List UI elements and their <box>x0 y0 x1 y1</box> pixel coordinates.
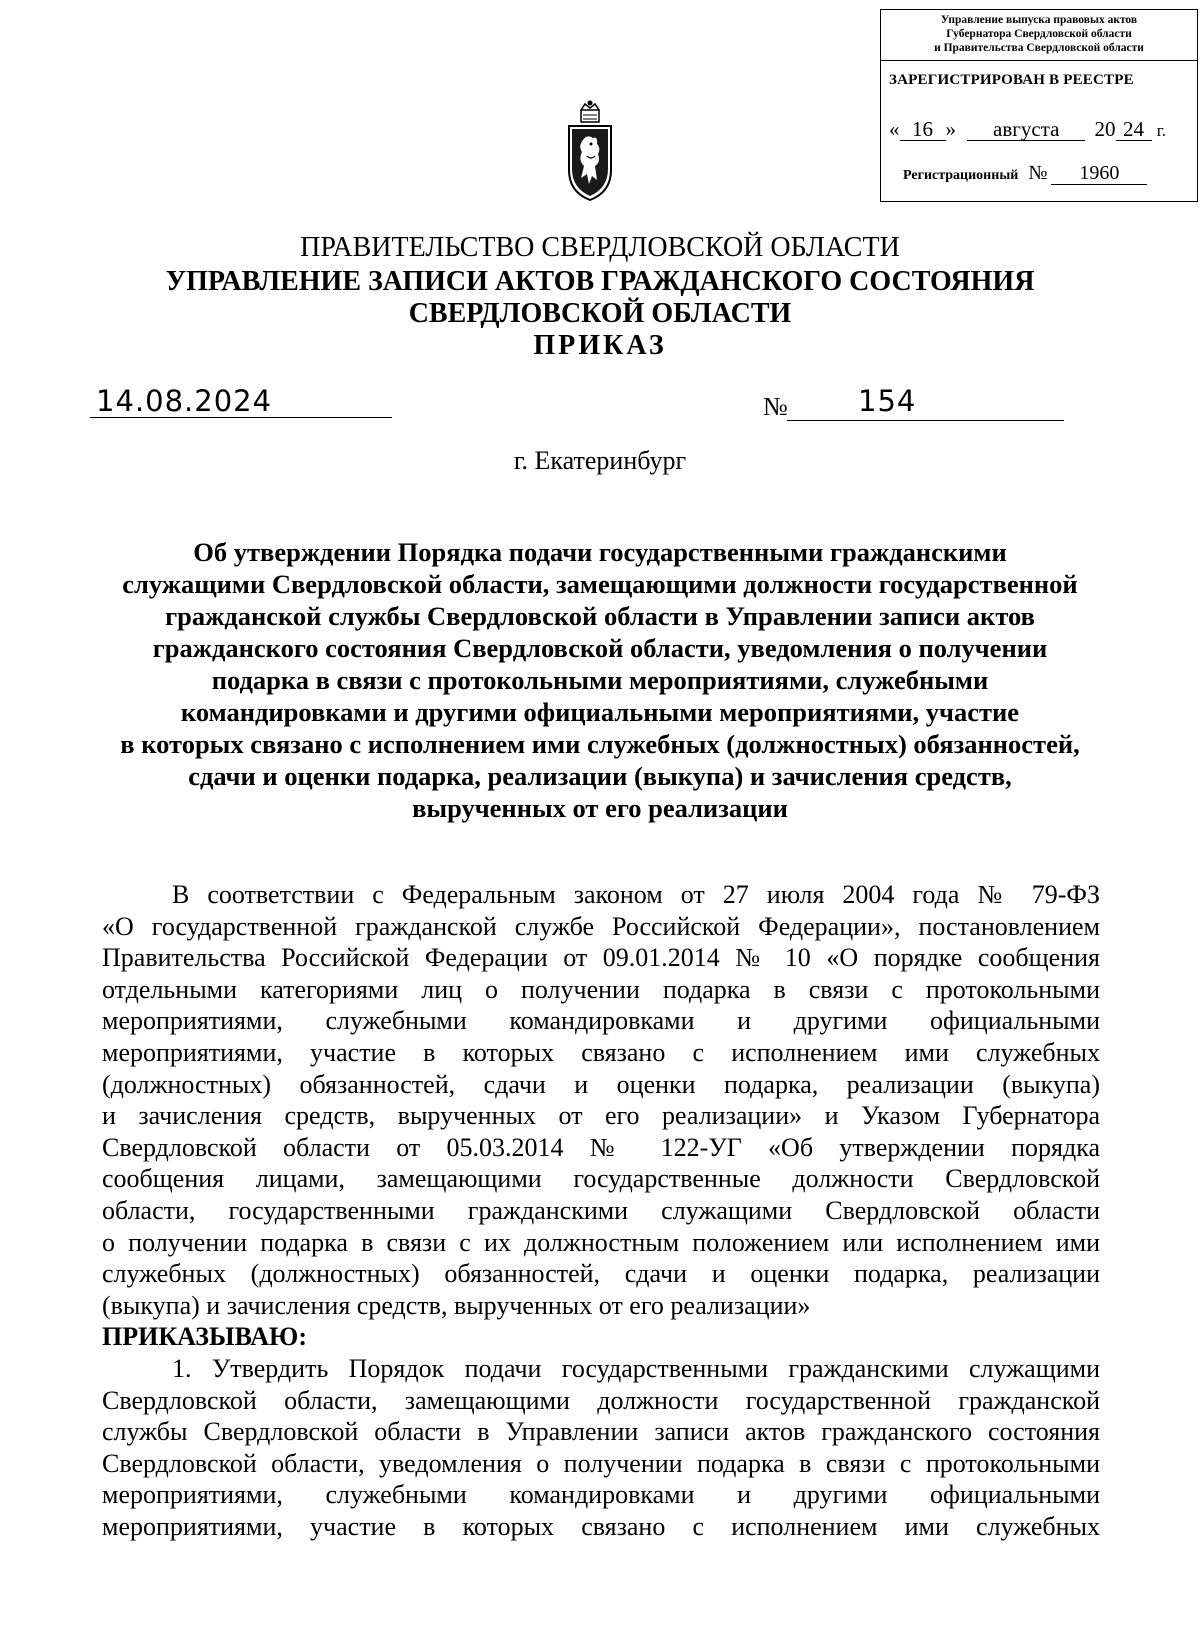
stamp-reg-number: 1960 <box>1051 162 1147 185</box>
stamp-header <box>881 10 1197 61</box>
body-line: (должностных) обязанностей, сдачи и оценки подарка, реализации (выкупа) <box>102 1069 1100 1099</box>
body-line: мероприятиями, участие в которых связано с исполнением ими служебных <box>102 1037 1100 1067</box>
preamble-paragraph <box>102 879 1100 1321</box>
document-title <box>90 536 1110 824</box>
body-line: области, государственными гражданскими служащими Свердловской области <box>102 1195 1100 1225</box>
title-line: Об утверждении Порядка подачи государственными гражданскими <box>193 537 1007 567</box>
body-line: Свердловской области, замещающими должности государственной гражданской <box>102 1385 1100 1415</box>
agency-name-line2: СВЕРДЛОВСКОЙ ОБЛАСТИ <box>408 298 792 329</box>
item-1-paragraph <box>102 1353 1100 1543</box>
crown-icon <box>581 101 599 123</box>
title-line: вырученных от его реализации <box>412 793 788 823</box>
order-date-underline <box>90 417 392 418</box>
title-line: гражданской службы Свердловской области в Управлении записи актов <box>165 601 1035 631</box>
stamp-header-line: и Правительства Свердловской области <box>934 42 1144 54</box>
order-number-sign: № <box>763 392 788 421</box>
agency-name-line1: УПРАВЛЕНИЕ ЗАПИСИ АКТОВ ГРАЖДАНСКОГО СОСТОЯНИЯ <box>165 266 1035 297</box>
body-line: Свердловской области, уведомления о получении подарка в связи с протокольными <box>102 1448 1100 1478</box>
stamp-number-sign: № <box>1028 162 1048 184</box>
registry-stamp <box>880 9 1198 202</box>
document-type: ПРИКАЗ <box>533 330 667 361</box>
stamp-day: 16 <box>900 118 946 141</box>
stamp-month: августа <box>967 118 1085 141</box>
coat-of-arms-icon <box>565 100 615 202</box>
stamp-header-line: Управление выпуска правовых актов <box>940 14 1138 26</box>
title-line: гражданского состояния Свердловской области, уведомления о получении <box>152 633 1048 663</box>
body-line: мероприятиями, служебными командировками и другими официальными <box>102 1006 1100 1036</box>
stamp-year-unit: г. <box>1156 121 1167 140</box>
order-number-underline <box>787 420 1064 421</box>
body-line: о получении подарка в связи с их должностным положением или исполнением ими <box>102 1227 1100 1257</box>
stamp-registered-label: ЗАРЕГИСТРИРОВАН В РЕЕСТРЕ <box>889 72 1134 88</box>
title-line: в которых связано с исполнением ими служебных (должностных) обязанностей, <box>120 729 1080 759</box>
body-line: отдельными категориями лиц о получении подарка в связи с протокольными <box>102 974 1100 1004</box>
title-line: служащими Свердловской области, замещающими должности государственной <box>122 569 1078 599</box>
order-date: 14.08.2024 <box>96 384 273 418</box>
stamp-header-line: Губернатора Свердловской области <box>946 28 1132 40</box>
body-line: сообщения лицами, замещающими государственные должности Свердловской <box>102 1164 1100 1194</box>
stamp-registration-number <box>903 162 1147 185</box>
document-body <box>102 879 1100 1542</box>
body-line: Свердловской области от 05.03.2014 № 122-УГ «Об утверждении порядка <box>102 1132 1100 1162</box>
body-line: служебных (должностных) обязанностей, сдачи и оценки подарка, реализации <box>102 1259 1100 1289</box>
body-line: мероприятиями, участие в которых связано с исполнением ими служебных <box>102 1511 1100 1541</box>
body-line: службы Свердловской области в Управлении записи актов гражданского состояния <box>102 1417 1100 1447</box>
stamp-date: « 16 » августа 20 24 г. <box>889 117 1167 141</box>
body-line: В соответствии с Федеральным законом от 27 июля 2004 года № 79-ФЗ <box>172 880 1100 909</box>
body-line: и зачисления средств, вырученных от его реализации» и Указом Губернатора <box>102 1101 1100 1131</box>
body-line: Правительства Российской Федерации от 09.01.2014 № 10 «О порядке сообщения <box>102 943 1100 973</box>
title-line: командировками и другими официальными мероприятиями, участие <box>180 697 1020 727</box>
order-number: 154 <box>858 384 917 418</box>
directive-heading: ПРИКАЗЫВАЮ: <box>102 1322 307 1352</box>
government-name: ПРАВИТЕЛЬСТВО СВЕРДЛОВСКОЙ ОБЛАСТИ <box>300 232 900 263</box>
city: г. Екатеринбург <box>513 446 687 475</box>
title-line: сдачи и оценки подарка, реализации (выкупа) и зачисления средств, <box>188 761 1012 791</box>
body-line: мероприятиями, служебными командировками и другими официальными <box>102 1480 1100 1510</box>
title-line: подарка в связи с протокольными мероприятиями, служебными <box>211 665 989 695</box>
stamp-year-suffix: 24 <box>1116 118 1152 141</box>
body-line: (выкупа) и зачисления средств, вырученных от его реализации» <box>102 1290 811 1320</box>
body-line: «О государственной гражданской службе Российской Федерации», постановлением <box>102 911 1100 941</box>
body-line: 1. Утвердить Порядок подачи государственными гражданскими служащими <box>172 1353 1100 1383</box>
stamp-reg-label: Регистрационный <box>903 168 1019 183</box>
stamp-year-prefix: 20 <box>1094 117 1116 141</box>
